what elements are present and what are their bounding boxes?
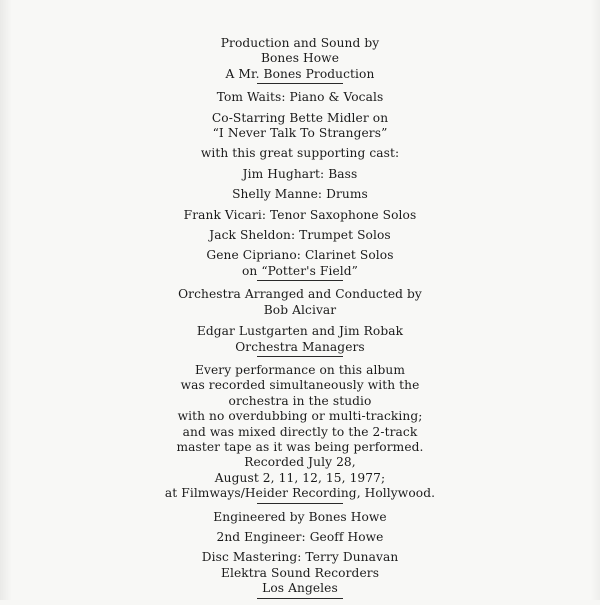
recording-note-line: orchestra in the studio	[228, 393, 372, 408]
divider-rule	[257, 503, 343, 504]
production-line-1: Production and Sound by	[220, 36, 380, 50]
recording-note-line: and was mixed directly to the 2-track	[182, 424, 418, 439]
recording-note-line: master tape as it was being performed.	[176, 439, 424, 454]
lead-performer: Tom Waits: Piano & Vocals	[216, 90, 384, 105]
orchestra-managers-line-2: Orchestra Managers	[235, 339, 365, 354]
production-company: A Mr. Bones Production	[225, 66, 375, 81]
cast-member-note: on “Potter's Field”	[241, 263, 359, 278]
divider-rule	[257, 598, 343, 599]
credits-column	[150, 36, 450, 605]
recording-note-line: with no overdubbing or multi-tracking;	[177, 409, 423, 424]
orchestra-arranged-line-2: Bob Alcivar	[263, 302, 337, 317]
recording-note-line: Recorded July 28,	[244, 455, 356, 470]
recording-note-line: August 2, 11, 12, 15, 1977;	[214, 470, 386, 485]
cast-member: Shelly Manne: Drums	[232, 187, 368, 202]
production-credits	[150, 36, 450, 82]
orchestra-managers-line-1: Edgar Lustgarten and Jim Robak	[196, 324, 404, 339]
costar-line-2: “I Never Talk To Strangers”	[212, 126, 388, 141]
divider-rule	[257, 280, 343, 281]
divider-rule	[257, 356, 343, 357]
engineer-credit: Engineered by Bones Howe	[213, 509, 387, 524]
divider-rule	[257, 83, 343, 84]
cast-member: Jim Hughart: Bass	[242, 166, 358, 181]
supporting-cast-intro: with this great supporting cast:	[200, 146, 400, 161]
second-engineer-credit: 2nd Engineer: Geoff Howe	[216, 529, 384, 544]
recording-note-line: at Filmways/Heider Recording, Hollywood.	[164, 486, 436, 501]
orchestra-arranged-line-1: Orchestra Arranged and Conducted by	[178, 287, 422, 302]
cast-member: Gene Cipriano: Clarinet Solos	[206, 248, 394, 263]
recording-note-line: Every performance on this album	[195, 362, 405, 377]
mastering-line-1: Disc Mastering: Terry Dunavan	[201, 550, 399, 565]
mastering-line-2: Elektra Sound Recorders	[220, 565, 380, 580]
recording-note-line: was recorded simultaneously with the	[180, 378, 420, 393]
orchestra-credits	[150, 287, 450, 355]
lead-credits	[150, 90, 450, 279]
recording-note	[150, 363, 450, 502]
mastering-line-3: Los Angeles	[262, 581, 338, 596]
cast-member: Frank Vicari: Tenor Saxophone Solos	[183, 207, 417, 222]
cast-member: Jack Sheldon: Trumpet Solos	[209, 228, 391, 243]
engineering-credits	[150, 510, 450, 597]
costar-line-1: Co-Starring Bette Midler on	[211, 110, 389, 125]
producer-name: Bones Howe	[260, 51, 340, 66]
